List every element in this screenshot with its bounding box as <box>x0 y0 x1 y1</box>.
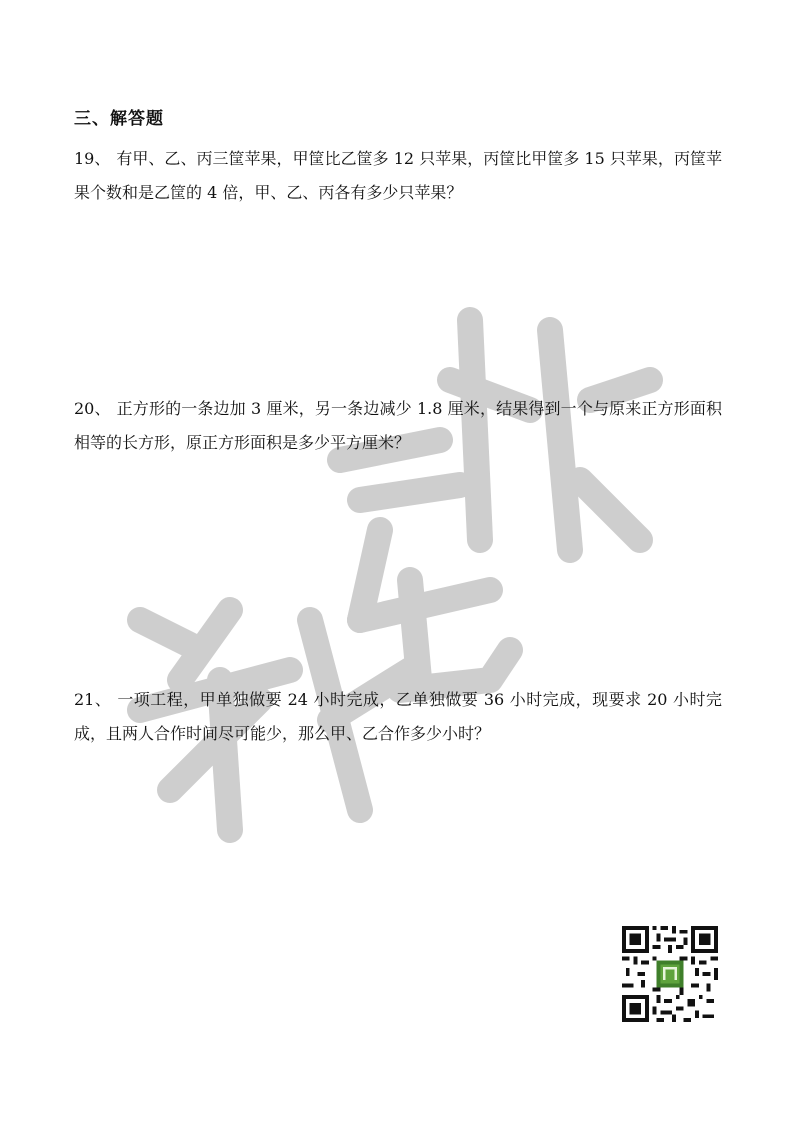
qr-code-icon <box>622 926 718 1022</box>
question-20 <box>74 392 722 460</box>
question-number: 21、 <box>74 690 112 709</box>
question-number: 19、 <box>74 149 111 168</box>
question-21 <box>74 683 722 751</box>
question-text: 有甲、乙、丙三筐苹果，甲筐比乙筐多 12 只苹果，丙筐比甲筐多 15 只苹果，丙筐苹果个数和是乙筐的 4 倍，甲、乙、丙各有多少只苹果？ <box>74 149 722 202</box>
question-text: 一项工程，甲单独做要 24 小时完成，乙单独做要 36 小时完成，现要求 20 小时完成，且两人合作时间尽可能少，那么甲、乙合作多少小时？ <box>74 690 722 743</box>
question-text: 正方形的一条边加 3 厘米，另一条边减少 1.8 厘米，结果得到一个与原来正方形面积相等的长方形，原正方形面积是多少平方厘米？ <box>74 399 722 452</box>
question-number: 20、 <box>74 399 111 418</box>
watermark-graphic <box>110 290 680 850</box>
section-title: 三、解答题 <box>74 109 164 129</box>
question-19 <box>74 142 722 210</box>
